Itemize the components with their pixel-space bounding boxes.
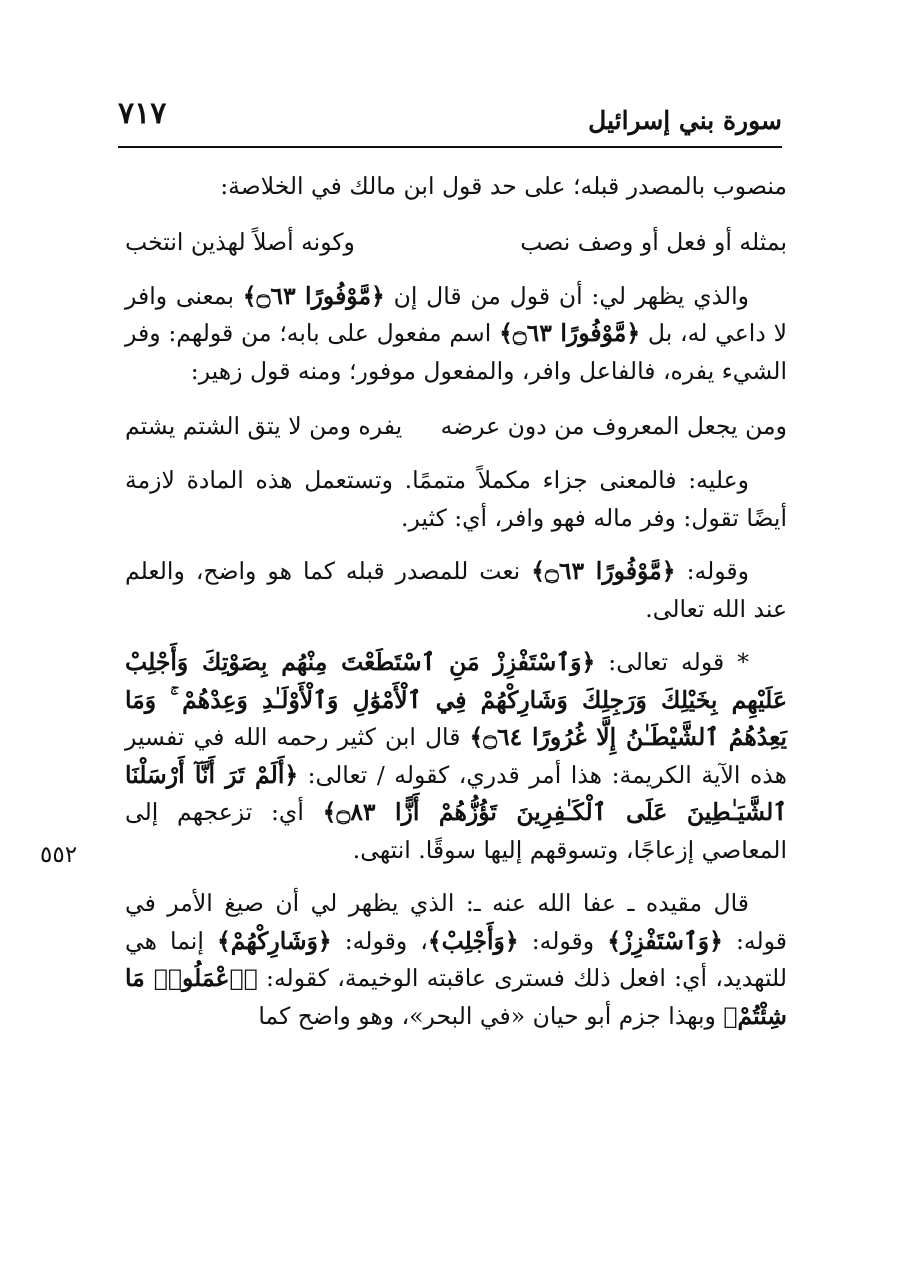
paragraph-commentary [125, 885, 787, 1035]
text-span: قال مقيده ـ عفا الله عنه ـ: الذي يظهر لي أن صيغ الأمر في قوله: [125, 889, 787, 955]
quran-quote: ﴿وَٱسْتَفْزِزْ﴾ [607, 926, 723, 955]
quran-quote: ﴿وَٱسْتَفْزِزْ مَنِ ٱسْتَطَعْتَ مِنْهُم بِصَوْتِكَ وَأَجْلِبْ عَلَيْهِم بِخَيْلِكَ وَرَجِلِكَ وَشَارِكْهُمْ فِي ٱلْأَمْوَٰلِ وَٱلْأَوْلَـٰدِ وَعِدْهُمْ ۚ وَمَا يَعِدُهُمُ ٱلشَّيْطَـٰنُ إِلَّا غُرُورًا ۝٦٤﴾ [125, 648, 787, 751]
body-text [125, 168, 787, 1051]
text-span: منصوب بالمصدر قبله؛ على حد قول ابن مالك في الخلاصة: [220, 172, 787, 200]
verse-second-hemistich: يفره ومن لا يتق الشتم يشتم [125, 412, 403, 440]
quran-quote: ﴿مَّوْفُورًا ۝٦٣﴾ [499, 319, 641, 347]
text-span: وقوله: [686, 557, 749, 585]
text-span: أي: تزعجهم إلى المعاصي إزعاجًا، وتسوقهم إليها سوقًا. انتهى. [125, 798, 787, 864]
verse-first-hemistich: ومن يجعل المعروف من دون عرضه [440, 412, 787, 440]
text-span: والذي يظهر لي: أن قول من قال إن [393, 281, 749, 310]
margin-page-reference: ٥٥٢ [40, 842, 78, 868]
quran-quote: ﴿وَشَارِكْهُمْ﴾ [216, 926, 332, 955]
quran-quote: ﴿مَّوْفُورًا ۝٦٣﴾ [531, 557, 676, 585]
text-span: اسم مفعول على بابه؛ من قولهم: وفر الشيء يفره، فالفاعل وافر، والمفعول موفور؛ ومنه قول زهير: [125, 319, 787, 385]
poetry-verse-ibn-malik [125, 222, 787, 262]
quran-quote: ﴿وَأَجْلِبْ﴾ [427, 926, 519, 955]
quran-quote: ﴿ٱعْمَلُوا۟ مَا شِئْتُمْ﴾ [125, 964, 787, 1030]
paragraph-intro [125, 168, 787, 206]
verse-first-hemistich: بمثله أو فعل أو وصف نصب [520, 227, 787, 256]
page-number: ٧١٧ [118, 96, 167, 131]
text-span: وبهذا جزم أبو حيان «في البحر»، وهو واضح كما [258, 1001, 716, 1030]
text-span: * قوله تعالى: [608, 648, 749, 676]
text-span: قال ابن كثير رحمه الله في تفسير هذه الآية الكريمة: هذا أمر قدري، كقوله / تعالى: [125, 723, 787, 789]
verse-second-hemistich: وكونه أصلاً لهذين انتخب [125, 227, 355, 256]
text-span: وقوله: [531, 926, 595, 955]
paragraph-verse-64 [125, 644, 787, 869]
paragraph-adjective [125, 553, 787, 628]
paragraph-meaning [125, 462, 787, 537]
text-span: بمعنى وافر لا داعي له، بل [125, 281, 787, 347]
text-span: إنما هي للتهديد، أي: افعل ذلك فسترى عاقبته الوخيمة، كقوله: [125, 926, 787, 992]
text-span: وعليه: فالمعنى جزاء مكملاً متممًا. وتستعمل هذه المادة لازمة أيضًا تقول: وفر ماله فهو وافر، أي: كثير. [125, 466, 787, 532]
running-header-surah-title: سورة بني إسرائيل [588, 106, 782, 135]
text-span: نعت للمصدر قبله كما هو واضح، والعلم عند الله تعالى. [125, 557, 787, 623]
header-divider [118, 146, 782, 148]
text-span: ، وقوله: [344, 926, 428, 955]
paragraph-mawfur [125, 278, 787, 391]
quran-quote: ﴿أَلَمْ تَرَ أَنَّآ أَرْسَلْنَا ٱلشَّيَـٰطِينَ عَلَى ٱلْكَـٰفِرِينَ تَؤُزُّهُمْ أَزًّا ۝٨٣﴾ [125, 760, 787, 826]
poetry-verse-zuhayr [125, 406, 787, 446]
quran-quote: ﴿مَّوْفُورًا ۝٦٣﴾ [242, 281, 385, 310]
